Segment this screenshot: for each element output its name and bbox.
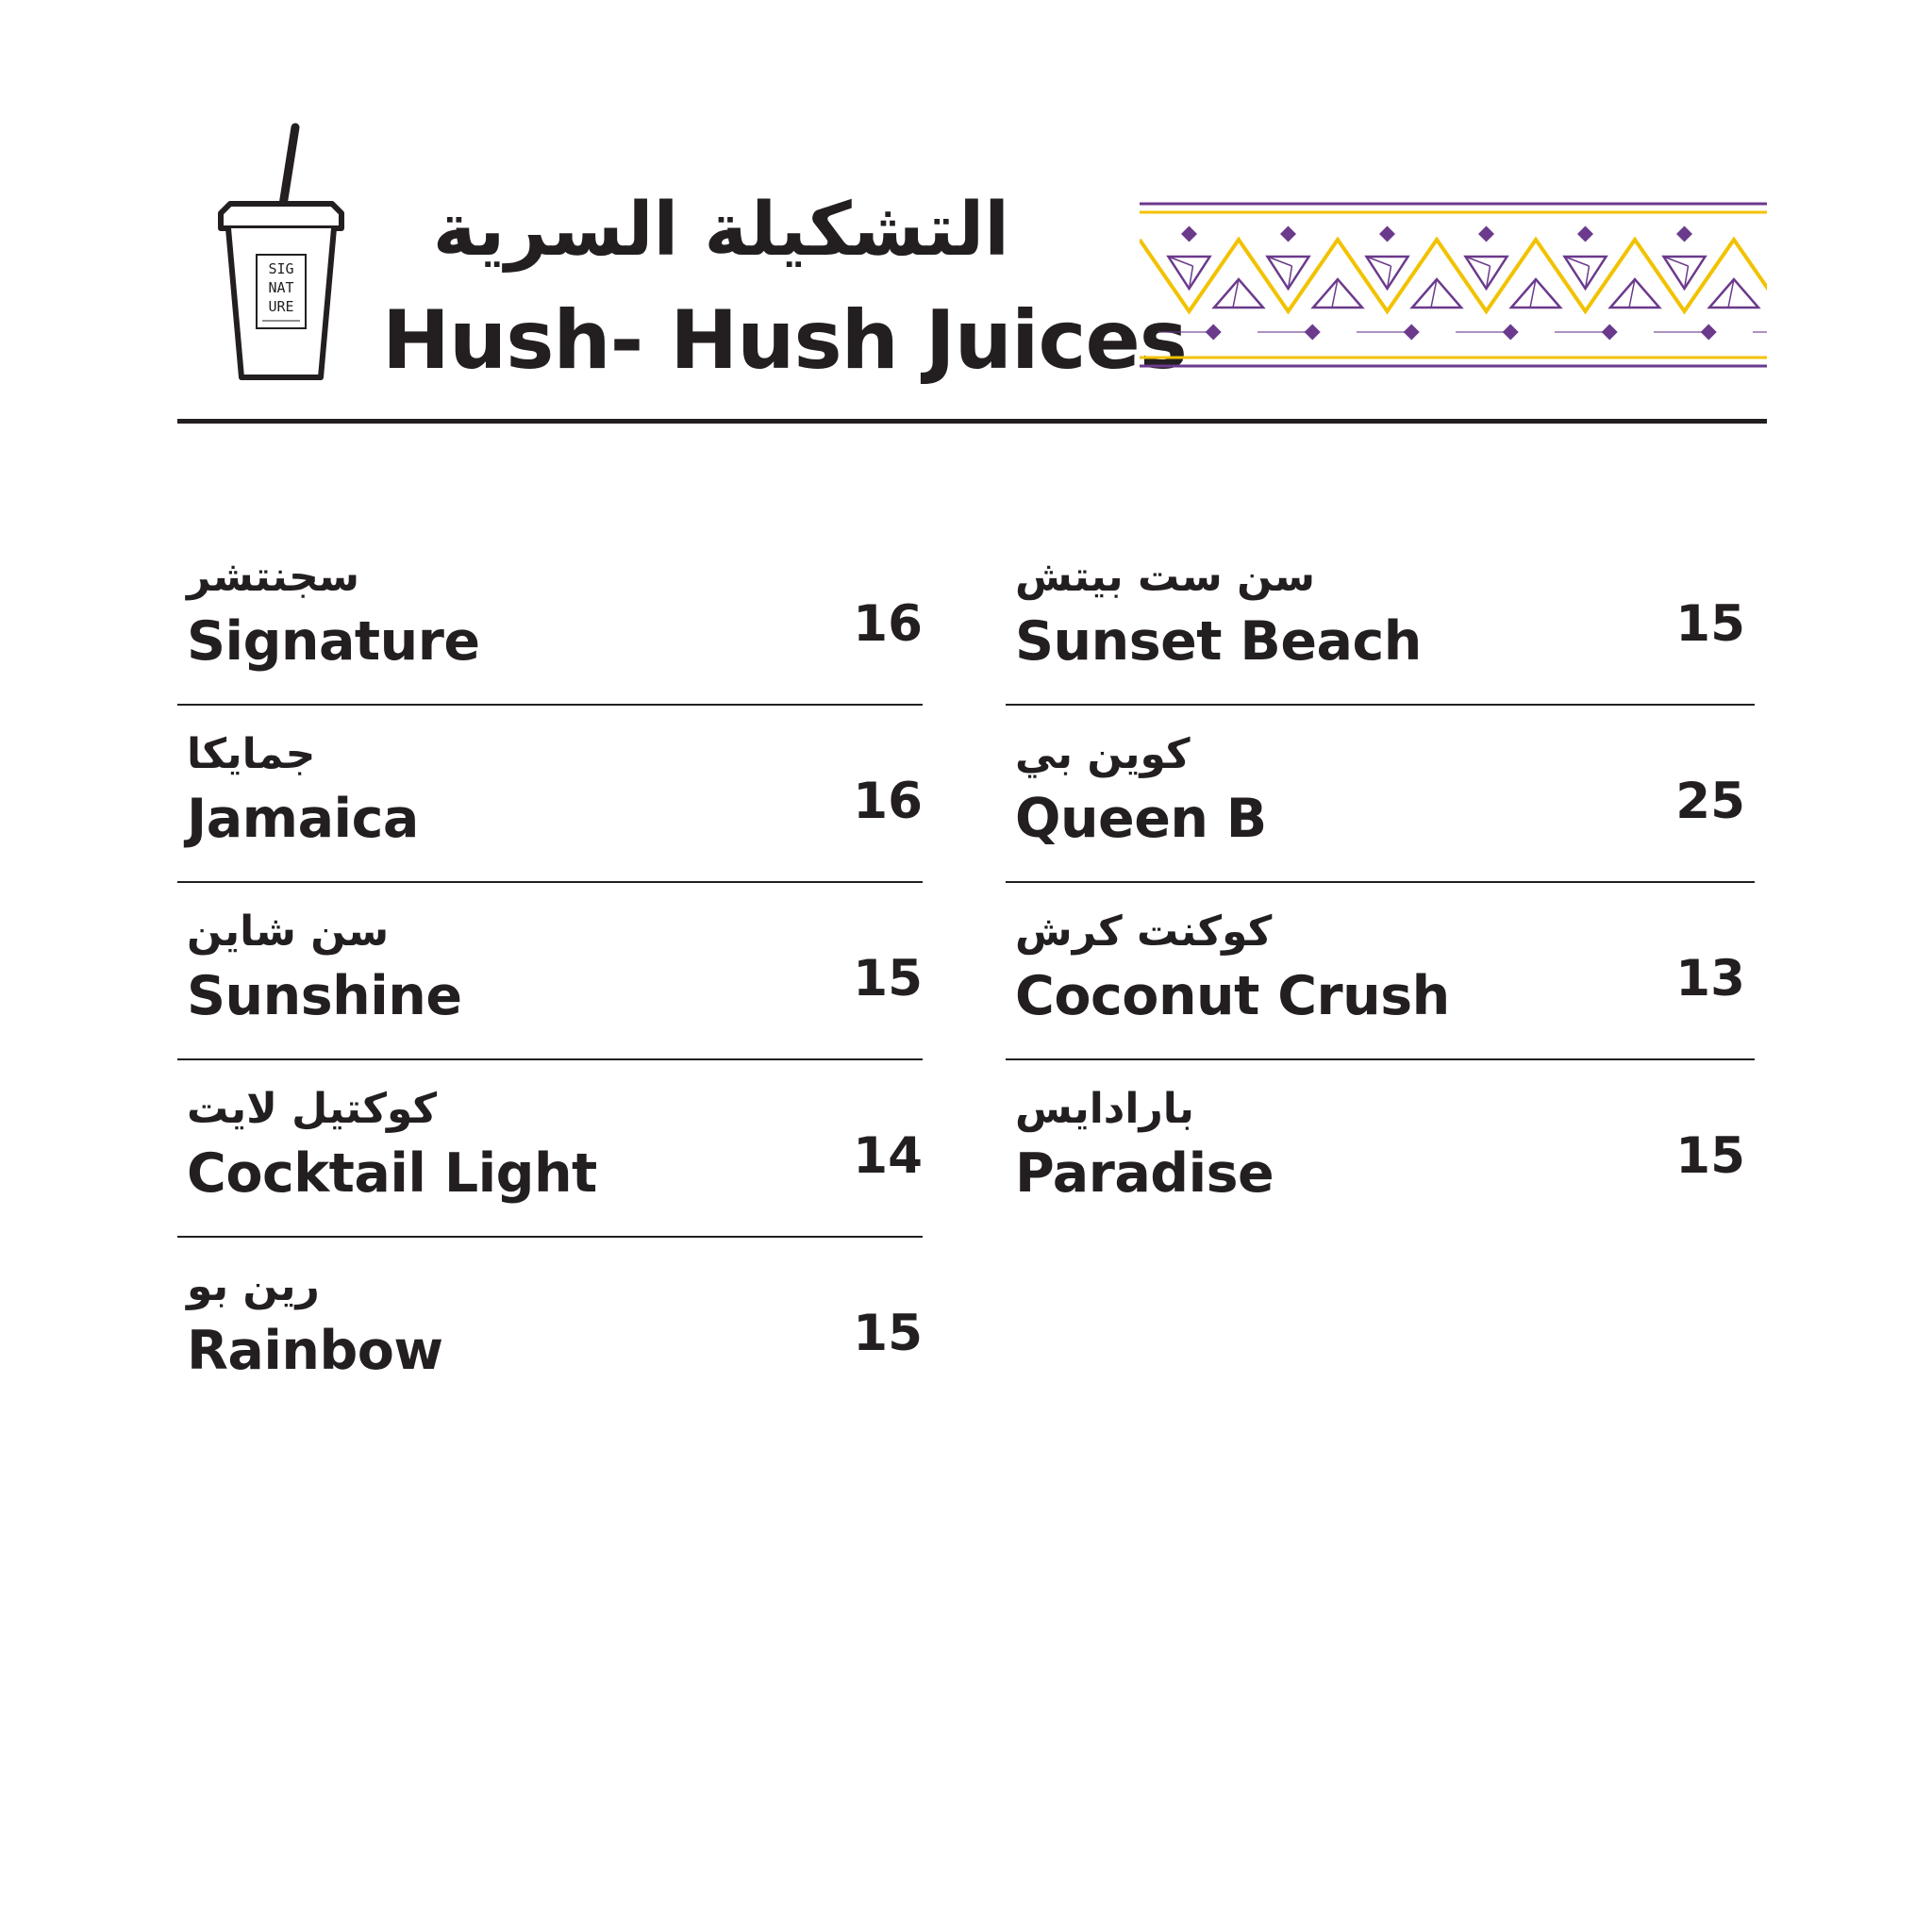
gem-icon: [1367, 257, 1408, 289]
cup-logo-line-3: URE: [268, 298, 294, 315]
cup-logo-line-2: NAT: [268, 279, 294, 296]
item-name-arabic: بارادايس: [1015, 1085, 1194, 1133]
item-name-arabic: سن ست بيتش: [1015, 553, 1315, 601]
page-title: Hush- Hush Juices: [382, 293, 1187, 388]
page-title-arabic: التشكيلة السرية: [432, 188, 1009, 273]
gem-icon: [1610, 279, 1659, 308]
item-name: Coconut Crush: [1015, 965, 1450, 1027]
menu-item: [177, 883, 923, 1060]
menu-column-right: [1006, 528, 1755, 1238]
diamond-icon: [1280, 226, 1296, 242]
item-price: 25: [1675, 773, 1745, 830]
item-name: Signature: [187, 610, 480, 673]
item-name-arabic: سن شاين: [187, 908, 390, 956]
gem-icon: [1664, 257, 1706, 289]
header-divider: [177, 419, 1767, 424]
diamond-icon: [1577, 226, 1593, 242]
menu-item: [1006, 528, 1755, 706]
item-name-arabic: سجنتشر: [187, 553, 360, 601]
item-name-arabic: رين بو: [187, 1262, 320, 1310]
menu-item: [177, 1060, 923, 1238]
diamond-icon: [1379, 226, 1395, 242]
menu-item: [1006, 706, 1755, 883]
gem-icon: [1709, 279, 1758, 308]
item-name-arabic: كوكتيل لايت: [187, 1085, 438, 1133]
menu-item: [177, 1238, 923, 1415]
item-name: Cocktail Light: [187, 1142, 597, 1205]
gem-icon: [1565, 257, 1607, 289]
diamond-icon: [1181, 226, 1197, 242]
diamond-icon: [1478, 226, 1494, 242]
menu-item: [177, 706, 923, 883]
item-name-arabic: جمايكا: [187, 730, 316, 778]
item-name-arabic: كوين بي: [1015, 730, 1191, 778]
gem-icon: [1412, 279, 1461, 308]
item-name: Sunshine: [187, 965, 462, 1027]
item-price: 15: [853, 950, 923, 1008]
menu-item: [1006, 1060, 1755, 1238]
item-price: 16: [853, 595, 923, 653]
gem-icon: [1511, 279, 1560, 308]
item-price: 14: [853, 1127, 923, 1185]
gem-icon: [1466, 257, 1507, 289]
gem-icon: [1169, 257, 1210, 289]
item-price: 13: [1675, 950, 1745, 1008]
item-price: 16: [853, 773, 923, 830]
item-name: Queen B: [1015, 788, 1267, 850]
diamond-icon: [1676, 226, 1692, 242]
item-name: Sunset Beach: [1015, 610, 1422, 673]
menu-column-left: [177, 528, 923, 1415]
decorative-pattern-band: [1140, 200, 1767, 374]
item-name: Paradise: [1015, 1142, 1274, 1205]
item-price: 15: [853, 1305, 923, 1362]
item-name: Rainbow: [187, 1320, 443, 1382]
gem-icon: [1268, 257, 1309, 289]
menu-item: [177, 528, 923, 706]
item-name-arabic: كوكنت كرش: [1015, 908, 1273, 956]
cup-logo-icon: [215, 123, 347, 387]
item-name: Jamaica: [187, 788, 419, 850]
item-price: 15: [1675, 1127, 1745, 1185]
item-price: 15: [1675, 595, 1745, 653]
cup-logo-line-1: SIG: [268, 260, 294, 277]
menu-item: [1006, 883, 1755, 1060]
gem-icon: [1214, 279, 1263, 308]
gem-icon: [1313, 279, 1362, 308]
